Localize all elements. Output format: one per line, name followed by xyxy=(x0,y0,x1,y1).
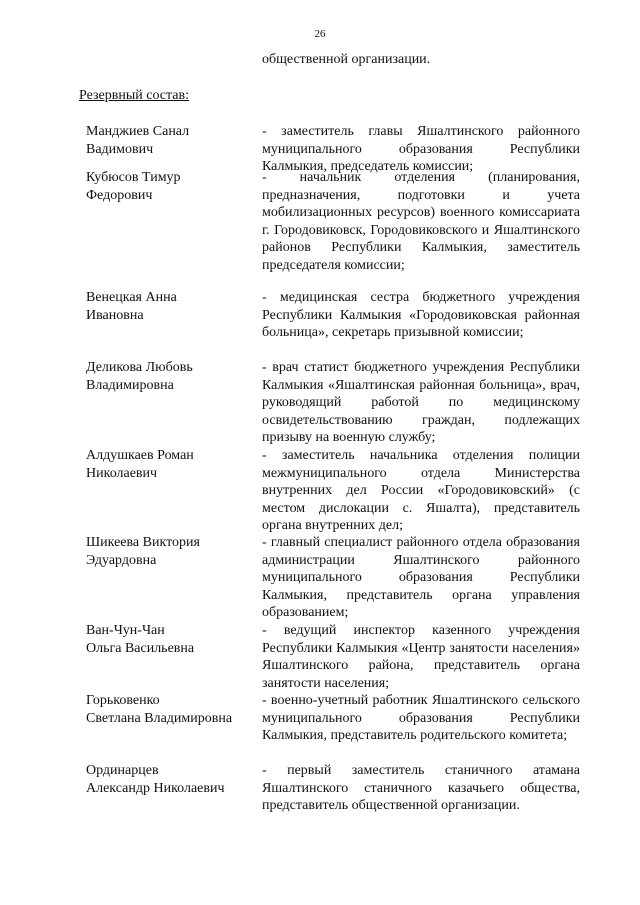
member-entry xyxy=(86,534,580,622)
member-name-line1: Кубюсов Тимур xyxy=(86,170,181,185)
continuation-text: общественной организации. xyxy=(262,52,431,67)
member-role: - первый заместитель станичного атамана Яшалтинского станичного казачьего общества, представитель общественной организации. xyxy=(262,763,580,814)
member-name-line2: Николаевич xyxy=(86,465,158,481)
member-name xyxy=(86,622,262,692)
member-name xyxy=(86,447,262,534)
member-name xyxy=(86,359,262,447)
member-role: - начальник отделения (планирования, предназначения, подготовки и учета мобилизационных ресурсов) военного комиссариата г. Городовиковск, Городовиковского и Яшалтинского районов Республики Калмыкия, заместитель председателя комиссии; xyxy=(262,170,580,273)
member-role: - военно-учетный работник Яшалтинского сельского муниципального образования Республики Калмыкия, представитель родительского комитета; xyxy=(262,693,580,744)
member-role: - главный специалист районного отдела образования администрации Яшалтинского районного муниципального образования Республики Калмыкия, представитель органа управления образованием; xyxy=(262,535,580,621)
member-name-line2: Ивановна xyxy=(86,307,144,323)
member-name-line1: Венецкая Анна xyxy=(86,290,177,305)
member-name xyxy=(86,289,262,359)
member-role: - заместитель главы Яшалтинского районного муниципального образования Республики Калмыкия, председатель комиссии; xyxy=(262,124,580,175)
member-role: - заместитель начальника отделения полиции межмуниципального отдела Министерства внутренних дел России «Городовиковский» (с местом дислокации с. Яшалта), представитель органа внутренних дел; xyxy=(262,448,580,534)
member-role: - врач статист бюджетного учреждения Республики Калмыкия «Яшалтинская районная больница», врач, руководящий работой по медицинскому освидетельствованию граждан, подлежащих призыву на военную службу; xyxy=(262,360,580,446)
member-name-line1: Горьковенко xyxy=(86,693,160,708)
member-name-line1: Алдушкаев Роман xyxy=(86,448,194,463)
member-role: - ведущий инспектор казенного учреждения Республики Калмыкия «Центр занятости населения» Яшалтинского района, представитель органа занятости населения; xyxy=(262,623,580,691)
member-name xyxy=(86,534,262,622)
member-name xyxy=(86,169,262,289)
member-entry xyxy=(86,289,580,359)
member-name-line2: Владимировна xyxy=(86,377,174,393)
member-name-line2: Вадимович xyxy=(86,141,154,157)
section-title: Резервный состав: xyxy=(79,88,190,103)
member-name xyxy=(86,762,262,818)
member-name-line2: Ольга Васильевна xyxy=(86,640,195,656)
member-entry xyxy=(86,447,580,534)
member-entry xyxy=(86,622,580,692)
member-entry xyxy=(86,692,580,762)
member-name-line2: Светлана Владимировна xyxy=(86,710,233,726)
reserve-members-list xyxy=(86,123,580,818)
member-entry xyxy=(86,123,580,175)
member-entry xyxy=(86,359,580,447)
page-number: 26 xyxy=(314,28,326,40)
member-name-line2: Александр Николаевич xyxy=(86,780,225,796)
member-entry xyxy=(86,762,580,818)
member-name-line2: Федорович xyxy=(86,187,153,203)
member-name-line1: Деликова Любовь xyxy=(86,360,193,375)
member-name-line2: Эдуардовна xyxy=(86,552,157,568)
member-name-line1: Ординарцев xyxy=(86,763,159,778)
member-name xyxy=(86,692,262,762)
member-name-line1: Манджиев Санал xyxy=(86,124,190,139)
member-name xyxy=(86,123,262,169)
member-entry xyxy=(86,169,580,289)
member-name-line1: Шикеева Виктория xyxy=(86,535,200,550)
member-name-line1: Ван-Чун-Чан xyxy=(86,623,165,638)
member-role: - медицинская сестра бюджетного учреждения Республики Калмыкия «Городовиковская районная больница», секретарь призывной комиссии; xyxy=(262,290,580,341)
